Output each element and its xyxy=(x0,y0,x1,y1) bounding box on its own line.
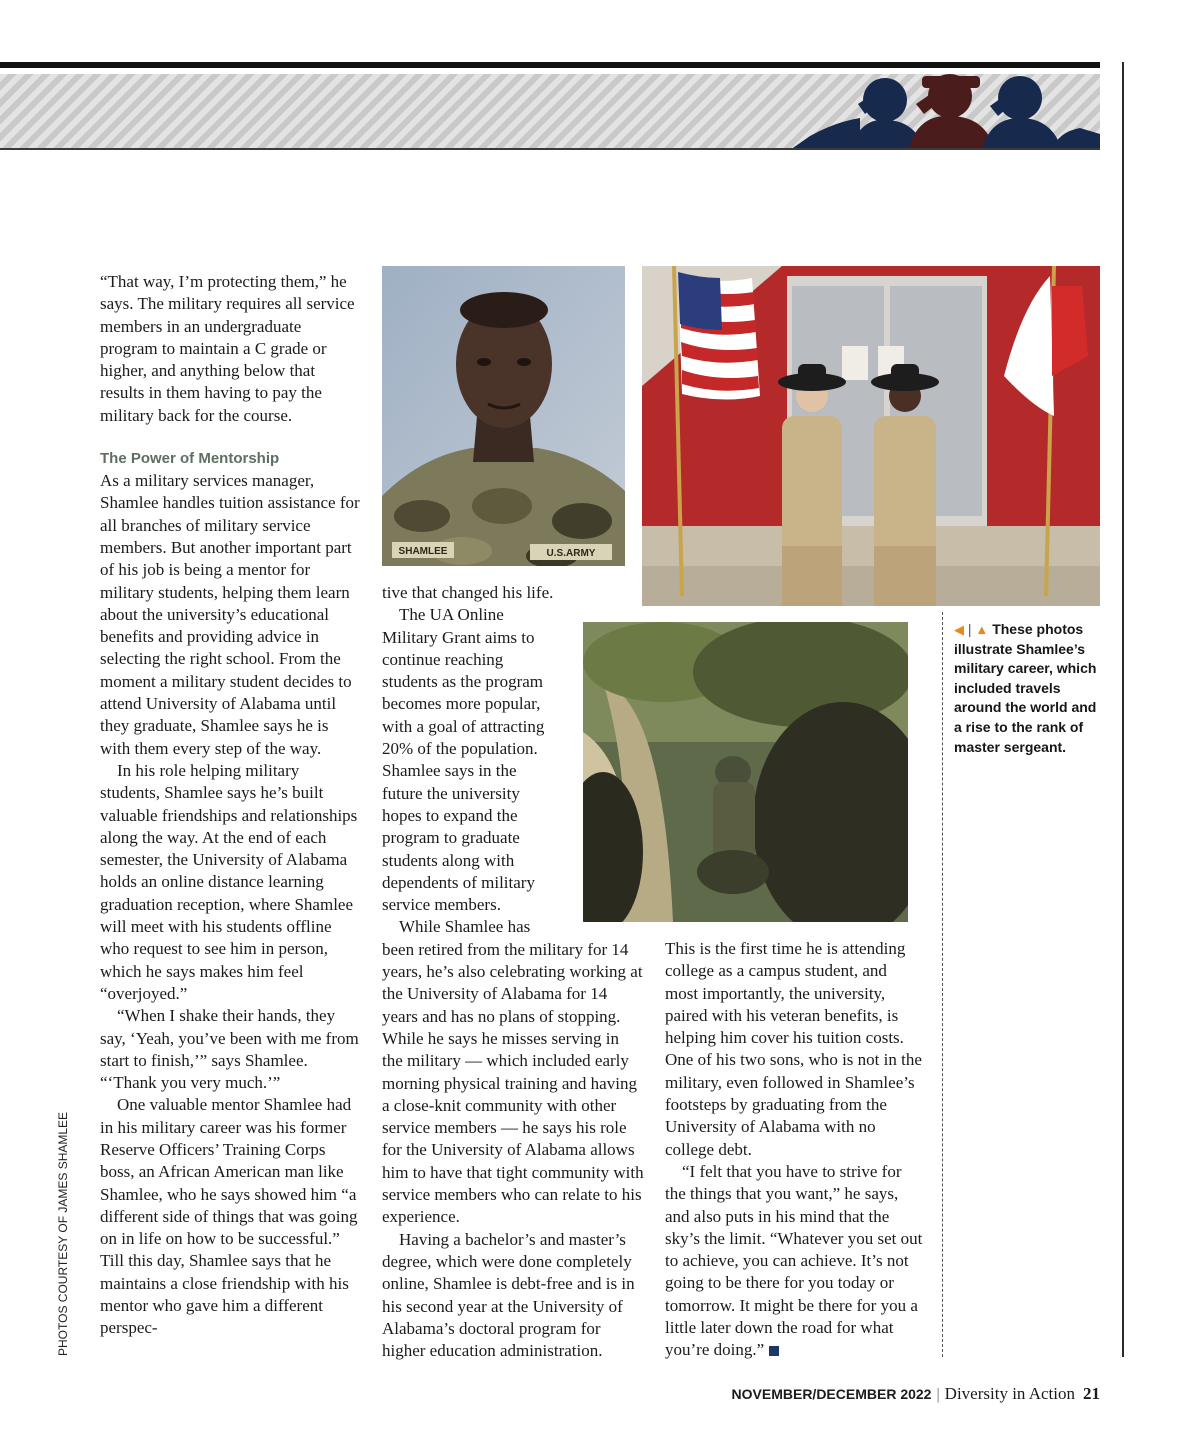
header-top-rule xyxy=(0,62,1100,68)
photo-credit: PHOTOS COURTESY OF JAMES SHAMLEE xyxy=(56,1111,70,1356)
article-column-3 xyxy=(665,938,923,1362)
paragraph: Having a bachelor’s and master’s degree, which were done completely online, Shamlee is debt-free and is in his second year at the University of Alabama’s doctoral program for higher education administration. xyxy=(382,1229,635,1361)
paragraph: The UA Online Military Grant aims to continue reaching students as the program becomes more popular, with a goal of attracting 20% of the population. Shamlee says in the future the university hopes to expand the program to graduate students along with dependents of military service members. xyxy=(382,605,545,915)
caption-text: These photos illustrate Shamlee’s military career, which included travels around the world and a rise to the rank of master sergeant. xyxy=(954,621,1097,755)
name-tape: SHAMLEE xyxy=(398,546,448,557)
paragraph: “That way, I’m protecting them,” he says. The military requires all service members in an undergraduate program to maintain a C grade or higher, and anything below that results in them having to pay the military back for the course. xyxy=(100,272,355,425)
page-right-rule xyxy=(1122,62,1124,1357)
header-hatch-band xyxy=(0,74,1100,150)
section-subhead: The Power of Mentorship xyxy=(100,450,280,468)
caption-dashed-rule xyxy=(942,612,943,1357)
paragraph: This is the first time he is attending college as a campus student, and most importantly, the university, paired with his veteran benefits, is helping him cover his tuition costs. One of his two sons, who is not in the military, even followed in Shamlee’s footsteps by graduating from the University of Alabama with no college debt. xyxy=(665,939,922,1159)
footer-separator: | xyxy=(936,1386,940,1403)
photo-caption xyxy=(954,620,1104,757)
paragraph-text: “I felt that you have to strive for the things that you want,” he says, and also puts in his mind that the sky’s the limit. “Whatever you set out to achieve, you can achieve. It’s not going to be there for you today or tomorrow. It might be there for you a little later down the road for what you’re doing.” xyxy=(665,1161,923,1360)
header-bottom-rule xyxy=(0,148,1100,150)
page-footer xyxy=(732,1384,1100,1404)
paragraph: One valuable mentor Shamlee had in his military career was his former Reserve Officers’ Training Corps boss, an African American man like Shamlee, who he says showed him “a different side of things that was going on in life on how to be successful.” Till this day, Shamlee says that he maintains a close friendship with his mentor who gave him a different perspec- xyxy=(100,1095,358,1338)
arrow-up-icon: ▲ xyxy=(975,622,989,637)
paragraph: While Shamlee has been retired from the military for 14 years, he’s also celebrating working at the University of Alabama for 14 years and has no plans of stopping. While he says he misses serving in the military — which included early morning physical training and having a close-knit community with other service members — he says his role for the University of Alabama allows him to have that tight community with service members who can relate to his experience. xyxy=(382,917,644,1227)
paragraph xyxy=(665,1161,923,1362)
issue-date: NOVEMBER/DECEMBER 2022 xyxy=(731,1386,932,1402)
portrait-photo xyxy=(382,266,625,566)
page-number: 21 xyxy=(1083,1384,1100,1403)
arrow-left-icon: ◀ xyxy=(954,622,964,637)
branch-tape: U.S.ARMY xyxy=(546,548,596,559)
article-column-1 xyxy=(100,271,362,1340)
soldiers-with-flags-photo xyxy=(642,266,1100,606)
paragraph: tive that changed his life. xyxy=(382,583,554,602)
saluting-soldiers-silhouette xyxy=(790,74,1100,150)
soldier-in-field-photo xyxy=(583,622,908,922)
caption-separator: | xyxy=(967,621,972,637)
end-mark-square xyxy=(769,1346,779,1356)
paragraph: “When I shake their hands, they say, ‘Yeah, you’ve been with me from start to finish,’” says Shamlee. “‘Thank you very much.’” xyxy=(100,1006,359,1093)
publication-name: Diversity in Action xyxy=(944,1384,1075,1403)
paragraph: As a military services manager, Shamlee handles tuition assistance for all branches of military service members. But another important part of his job is being a mentor for military students, helping them learn about the university’s educational benefits and providing advice in selecting the right school. From the moment a military student decides to attend University of Alabama until they graduate, Shamlee says he is with them every step of the way. xyxy=(100,471,360,758)
paragraph: In his role helping military students, Shamlee says he’s built valuable friendships and relationships along the way. At the end of each semester, the University of Alabama holds an online distance learning graduation reception, where Shamlee will meet with his students offline who request to see him in person, which he says makes him feel “overjoyed.” xyxy=(100,760,358,1003)
